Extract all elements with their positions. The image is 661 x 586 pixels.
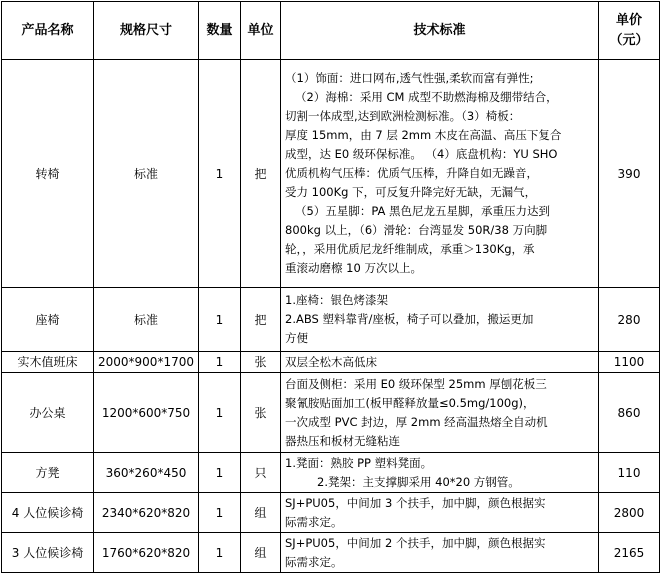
tech-standard-cell [281, 288, 599, 352]
tech-line: 2.凳架：主支撑脚采用 40*20 方钢管。 [317, 474, 520, 489]
quantity-cell: 1 [199, 373, 241, 453]
tech-standard-cell [281, 453, 599, 493]
tech-standard-cell [281, 533, 599, 573]
product-name-cell: 办公桌 [2, 373, 94, 453]
unit-price-cell: 280 [599, 288, 660, 352]
header-tech: 技术标准 [281, 2, 599, 60]
unit-price-cell: 2165 [599, 533, 660, 573]
tech-line: 台面及侧柜：采用 E0 级环保型 25mm 厚刨花板三 [285, 376, 547, 391]
tech-line: 1.凳面：熟胶 PP 塑料凳面。 [285, 455, 433, 470]
tech-line: 成型，达 E0 级环保标准。 （4）底盘机构：YU SHO [285, 147, 558, 161]
unit-cell: 张 [241, 352, 281, 373]
header-price [599, 2, 660, 60]
tech-line: 聚氰胺贴面加工(板甲醛释放量≤0.5mg/100g)， [285, 395, 535, 410]
header-row [2, 2, 660, 60]
product-name-cell: 方凳 [2, 453, 94, 493]
tech-standard-cell [281, 352, 599, 373]
product-name-cell: 4 人位候诊椅 [2, 493, 94, 533]
tech-line: 重滚动磨檫 10 万次以上。 [285, 261, 422, 275]
unit-price-cell: 110 [599, 453, 660, 493]
tech-line: 轮，，采用优质尼龙纤维制成，承重＞130Kg，承 [285, 242, 535, 256]
unit-cell: 组 [241, 493, 281, 533]
tech-standard-cell [281, 493, 599, 533]
tech-line: 方便 [285, 331, 308, 345]
tech-line: （1）饰面：进口网布,透气性强,柔软而富有弹性; [285, 71, 534, 85]
unit-price-cell: 1100 [599, 352, 660, 373]
spec-size-cell: 标准 [94, 60, 199, 288]
spec-size-cell: 2340*620*820 [94, 493, 199, 533]
tech-line: 器热压和板材无缝粘连 [285, 433, 400, 448]
header-spec: 规格尺寸 [94, 2, 199, 60]
product-name-cell: 3 人位候诊椅 [2, 533, 94, 573]
spec-size-cell: 2000*900*1700 [94, 352, 199, 373]
tech-line: 800kg 以上，（6）滑轮：台湾显发 50R/38 万向脚 [285, 223, 548, 237]
tech-line: 切割一体成型,达到欧洲检测标准。（3）椅板： [285, 109, 521, 123]
quantity-cell: 1 [199, 60, 241, 288]
spec-size-cell: 标准 [94, 288, 199, 352]
table-row [2, 352, 660, 373]
unit-price-cell: 860 [599, 373, 660, 453]
table-row [2, 373, 660, 453]
header-price-line2: （元） [609, 32, 649, 48]
tech-line: 优质机构气压棒：优质气压棒，升降自如无躁音， [285, 166, 538, 180]
header-price-line1: 单价 [615, 12, 642, 28]
product-name-cell: 转椅 [2, 60, 94, 288]
header-name: 产品名称 [2, 2, 94, 60]
tech-line: （5）五星脚：PA 黑色尼龙五星脚，承重压力达到 [295, 204, 551, 218]
product-spec-table [1, 1, 660, 573]
quantity-cell: 1 [199, 493, 241, 533]
unit-cell: 把 [241, 288, 281, 352]
header-unit: 单位 [241, 2, 281, 60]
unit-price-cell: 2800 [599, 493, 660, 533]
tech-line: SJ+PU05，中间加 3 个扶手，加中脚，颜色根据实 [285, 495, 546, 510]
tech-standard-cell [281, 373, 599, 453]
header-qty: 数量 [199, 2, 241, 60]
quantity-cell: 1 [199, 453, 241, 493]
tech-line: SJ+PU05，中间加 2 个扶手，加中脚，颜色根据实 [285, 535, 546, 550]
table-row [2, 533, 660, 573]
tech-line: 厚度 15mm，由 7 层 2mm 木皮在高温、高压下复合 [285, 128, 562, 142]
unit-cell: 把 [241, 60, 281, 288]
table-row [2, 288, 660, 352]
tech-line: 2.ABS 塑料靠背/座板，椅子可以叠加，搬运更加 [285, 312, 534, 326]
spec-size-cell: 360*260*450 [94, 453, 199, 493]
tech-line: 1.座椅：银色烤漆架 [285, 293, 388, 307]
tech-line: 一次成型 PVC 封边，厚 2mm 经高温热熔全自动机 [285, 414, 548, 429]
spec-size-cell: 1760*620*820 [94, 533, 199, 573]
quantity-cell: 1 [199, 288, 241, 352]
spec-size-cell: 1200*600*750 [94, 373, 199, 453]
tech-line: （2）海棉：采用 CM 成型不助燃海棉及绷带结合， [295, 90, 558, 104]
table-row [2, 60, 660, 288]
unit-cell: 只 [241, 453, 281, 493]
table-row [2, 493, 660, 533]
unit-price-cell: 390 [599, 60, 660, 288]
quantity-cell: 1 [199, 352, 241, 373]
tech-line: 双层全松木高低床 [285, 354, 377, 369]
table-row [2, 453, 660, 493]
unit-cell: 张 [241, 373, 281, 453]
tech-line: 受力 100Kg 下，可反复升降完好无缺，无漏气， [285, 185, 537, 199]
product-name-cell: 实木值班床 [2, 352, 94, 373]
quantity-cell: 1 [199, 533, 241, 573]
unit-cell: 组 [241, 533, 281, 573]
tech-line: 际需求定。 [285, 514, 343, 529]
tech-standard-cell [281, 60, 599, 288]
tech-line: 际需求定。 [285, 554, 343, 569]
product-name-cell: 座椅 [2, 288, 94, 352]
